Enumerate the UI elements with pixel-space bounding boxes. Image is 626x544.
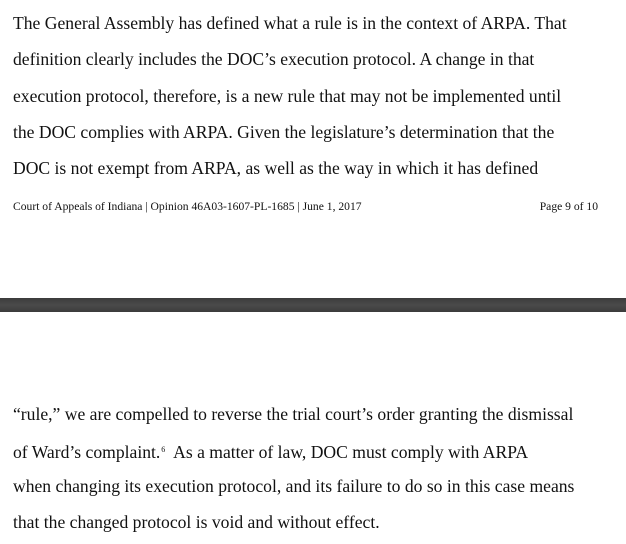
- body-text-line: that the changed protocol is void and without effect.: [13, 512, 380, 532]
- body-text-line: The General Assembly has defined what a rule is in the context of ARPA. That: [13, 13, 567, 33]
- body-text-line: DOC is not exempt from ARPA, as well as the way in which it has defined: [13, 158, 539, 178]
- body-text-line: definition clearly includes the DOC’s execution protocol. A change in that: [13, 49, 535, 69]
- body-text-segment: As a matter of law, DOC must comply with ARPA: [165, 442, 529, 462]
- page-number: Page 9 of 10: [539, 200, 598, 213]
- body-text-line: “rule,” we are compelled to reverse the trial court’s order granting the dismissal: [13, 404, 574, 424]
- page-footer-citation: Court of Appeals of Indiana | Opinion 46A03-1607-PL-1685 | June 1, 2017: [13, 200, 362, 213]
- body-text-line: execution protocol, therefore, is a new rule that may not be implemented until: [13, 86, 562, 106]
- footnote-marker[interactable]: 6: [161, 445, 166, 454]
- body-text-line: [13, 440, 528, 462]
- body-text-line: when changing its execution protocol, and its failure to do so in this case means: [13, 476, 575, 496]
- page-separator: [0, 298, 626, 312]
- page-10: [0, 312, 626, 544]
- body-text-line: the DOC complies with ARPA. Given the legislature’s determination that the: [13, 122, 555, 142]
- body-text-segment: of Ward’s complaint.: [13, 442, 161, 462]
